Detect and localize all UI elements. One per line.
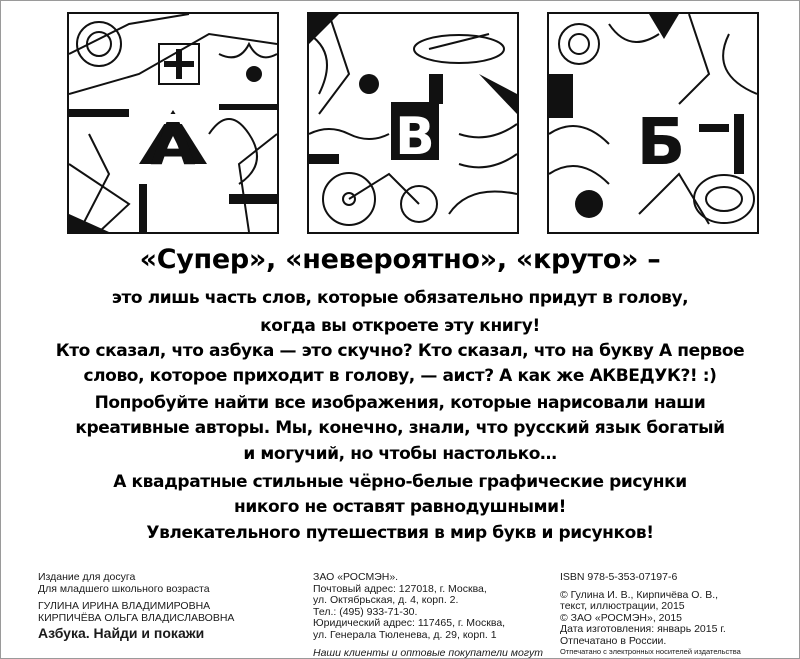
colophon-edition [38,572,234,640]
legal-address: Юридический адрес: 117465, г. Москва, [313,617,506,630]
promo-line: Попробуйте найти все изображения, которые нарисовали наши [94,393,706,413]
colophon-legal [560,572,741,656]
manufacture-date: Дата изготовления: январь 2015 г. [560,623,726,636]
promo-line: креативные авторы. Мы, конечно, знали, что русский язык богатый [75,418,725,438]
author-name: ГУЛИНА ИРИНА ВЛАДИМИРОВНА [38,600,211,613]
legal-address: ул. Генерала Тюленева, д. 29, корп. 1 [313,628,497,641]
colophon-publisher [313,572,543,659]
isbn: ISBN 978-5-353-07197-6 [560,571,678,583]
copyright-authors: © Гулина И. В., Кирпичёва О. В., [560,588,719,601]
illustration-letter-b [547,12,759,234]
illustration-letter-a [67,12,279,234]
promo-line: А квадратные стильные чёрно-белые графические рисунки [113,472,687,492]
illustration-letter: А [150,110,196,178]
illustration-letter: В [395,107,435,167]
copyright-publisher: © ЗАО «РОСМЭН», 2015 [560,611,683,624]
printed-in: Отпечатано в России. [560,634,667,647]
letter-a-artwork [69,14,277,232]
edition-type: Издание для досуга [38,571,136,583]
copyright-authors: текст, иллюстрации, 2015 [560,600,685,613]
phone-number: Тел.: (495) 933-71-30. [313,605,418,618]
clients-note: Наши клиенты и оптовые покупатели могут [313,646,544,659]
promo-line: и могучий, но чтобы настолько… [243,444,557,464]
letter-v-artwork [309,14,517,232]
fine-print: Отпечатано с электронных носителей издательства [560,646,741,656]
promo-headline: «Супер», «невероятно», «круто» – [139,244,661,275]
age-group: Для младшего школьного возраста [38,582,210,595]
promo-line: никого не оставят равнодушными! [233,497,567,517]
promo-line: слово, которое приходит в голову, — аист? А как же АКВЕДУК?! :) [83,366,717,386]
letter-b-artwork [549,14,757,232]
publisher-name: ЗАО «РОСМЭН». [313,571,399,583]
promo-line: Увлекательного путешествия в мир букв и рисунков! [146,523,654,543]
promo-line: это лишь часть слов, которые обязательно придут в голову, [111,288,689,308]
postal-address: ул. Октябрьская, д. 4, корп. 2. [313,594,459,607]
postal-address: Почтовый адрес: 127018, г. Москва, [313,582,487,595]
illustration-letter-v [307,12,519,234]
author-name: КИРПИЧЁВА ОЛЬГА ВЛАДИСЛАВОВНА [38,611,235,624]
promo-line: когда вы откроете эту книгу! [260,316,540,336]
illustration-letter: Б [636,106,686,180]
book-title: Азбука. Найди и покажи [38,625,205,642]
promo-line: Кто сказал, что азбука — это скучно? Кто сказал, что на букву А первое [55,341,745,361]
